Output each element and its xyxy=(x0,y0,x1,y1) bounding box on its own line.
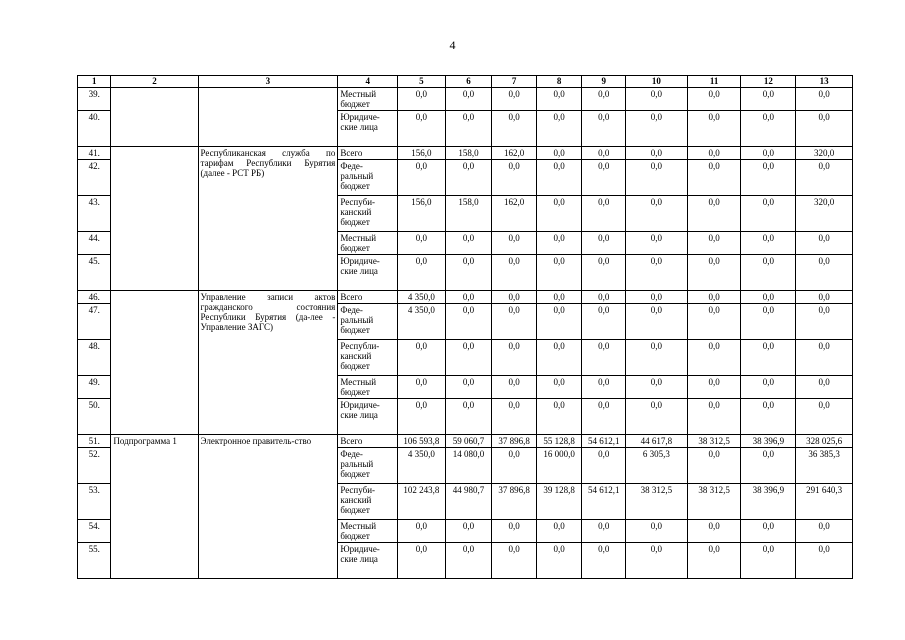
value-cell: 0,0 xyxy=(625,196,687,232)
value-cell: 0,0 xyxy=(398,543,446,579)
value-cell: 0,0 xyxy=(536,291,582,304)
funding-source: Местный бюджет xyxy=(338,88,398,111)
table-row xyxy=(78,291,853,304)
value-cell: 0,0 xyxy=(741,160,796,196)
value-cell: 0,0 xyxy=(796,304,853,340)
value-cell: 0,0 xyxy=(741,255,796,291)
value-cell: 0,0 xyxy=(741,232,796,255)
value-cell: 0,0 xyxy=(582,88,626,111)
value-cell: 0,0 xyxy=(536,543,582,579)
row-number: 40. xyxy=(78,111,111,147)
value-cell: 36 385,3 xyxy=(796,448,853,484)
column-header: 8 xyxy=(536,76,582,88)
value-cell: 0,0 xyxy=(445,88,492,111)
column-header: 11 xyxy=(687,76,741,88)
value-cell: 0,0 xyxy=(796,88,853,111)
value-cell: 0,0 xyxy=(492,304,537,340)
value-cell: 0,0 xyxy=(625,88,687,111)
value-cell: 54 612,1 xyxy=(582,435,626,448)
value-cell: 55 128,8 xyxy=(536,435,582,448)
value-cell: 0,0 xyxy=(625,232,687,255)
value-cell: 38 312,5 xyxy=(687,435,741,448)
value-cell: 0,0 xyxy=(687,196,741,232)
value-cell: 320,0 xyxy=(796,147,853,160)
value-cell: 37 896,8 xyxy=(492,484,537,520)
value-cell: 0,0 xyxy=(625,304,687,340)
funding-source: Респуби-канский бюджет xyxy=(338,484,398,520)
value-cell: 0,0 xyxy=(492,111,537,147)
value-cell: 0,0 xyxy=(536,399,582,435)
funding-source: Местный бюджет xyxy=(338,232,398,255)
value-cell: 0,0 xyxy=(687,399,741,435)
column-header: 9 xyxy=(582,76,626,88)
value-cell: 0,0 xyxy=(741,399,796,435)
value-cell: 0,0 xyxy=(741,376,796,399)
value-cell: 0,0 xyxy=(796,232,853,255)
row-number: 42. xyxy=(78,160,111,196)
value-cell: 0,0 xyxy=(445,232,492,255)
column-header: 4 xyxy=(338,76,398,88)
row-number: 44. xyxy=(78,232,111,255)
value-cell: 6 305,3 xyxy=(625,448,687,484)
value-cell: 0,0 xyxy=(398,160,446,196)
value-cell: 0,0 xyxy=(445,376,492,399)
value-cell: 0,0 xyxy=(582,448,626,484)
table-row xyxy=(78,147,853,160)
value-cell: 0,0 xyxy=(741,340,796,376)
value-cell: 4 350,0 xyxy=(398,291,446,304)
value-cell: 0,0 xyxy=(741,88,796,111)
value-cell: 0,0 xyxy=(582,291,626,304)
organization-cell: Электронное правитель-ство xyxy=(198,435,338,579)
value-cell: 0,0 xyxy=(536,520,582,543)
value-cell: 0,0 xyxy=(625,111,687,147)
value-cell: 38 312,5 xyxy=(687,484,741,520)
funding-source: Местный бюджет xyxy=(338,376,398,399)
row-number: 41. xyxy=(78,147,111,160)
value-cell: 0,0 xyxy=(445,399,492,435)
value-cell: 106 593,8 xyxy=(398,435,446,448)
value-cell: 0,0 xyxy=(398,520,446,543)
value-cell: 16 000,0 xyxy=(536,448,582,484)
funding-source: Республи-канский бюджет xyxy=(338,340,398,376)
row-number: 46. xyxy=(78,291,111,304)
value-cell: 0,0 xyxy=(492,448,537,484)
value-cell: 0,0 xyxy=(536,88,582,111)
value-cell: 0,0 xyxy=(625,291,687,304)
funding-source: Респуби-канский бюджет xyxy=(338,196,398,232)
value-cell: 38 312,5 xyxy=(625,484,687,520)
value-cell: 14 080,0 xyxy=(445,448,492,484)
value-cell: 320,0 xyxy=(796,196,853,232)
value-cell: 0,0 xyxy=(687,111,741,147)
row-number: 51. xyxy=(78,435,111,448)
value-cell: 0,0 xyxy=(625,340,687,376)
program-cell xyxy=(111,291,198,435)
value-cell: 0,0 xyxy=(398,399,446,435)
value-cell: 0,0 xyxy=(687,255,741,291)
value-cell: 328 025,6 xyxy=(796,435,853,448)
value-cell: 0,0 xyxy=(536,111,582,147)
value-cell: 0,0 xyxy=(687,232,741,255)
value-cell: 0,0 xyxy=(741,147,796,160)
value-cell: 0,0 xyxy=(582,111,626,147)
value-cell: 0,0 xyxy=(687,340,741,376)
value-cell: 0,0 xyxy=(445,160,492,196)
column-header: 6 xyxy=(445,76,492,88)
value-cell: 0,0 xyxy=(582,376,626,399)
value-cell: 0,0 xyxy=(445,304,492,340)
value-cell: 59 060,7 xyxy=(445,435,492,448)
value-cell: 162,0 xyxy=(492,196,537,232)
value-cell: 0,0 xyxy=(536,376,582,399)
value-cell: 39 128,8 xyxy=(536,484,582,520)
value-cell: 0,0 xyxy=(741,196,796,232)
value-cell: 0,0 xyxy=(687,147,741,160)
value-cell: 0,0 xyxy=(445,543,492,579)
value-cell: 0,0 xyxy=(536,255,582,291)
value-cell: 0,0 xyxy=(582,543,626,579)
value-cell: 0,0 xyxy=(492,399,537,435)
program-cell: Подпрограмма 1 xyxy=(111,435,198,579)
value-cell: 0,0 xyxy=(582,399,626,435)
value-cell: 38 396,9 xyxy=(741,435,796,448)
value-cell: 0,0 xyxy=(687,376,741,399)
value-cell: 0,0 xyxy=(445,291,492,304)
value-cell: 0,0 xyxy=(492,232,537,255)
row-number: 53. xyxy=(78,484,111,520)
value-cell: 0,0 xyxy=(687,543,741,579)
column-header: 3 xyxy=(198,76,338,88)
value-cell: 0,0 xyxy=(582,340,626,376)
value-cell: 0,0 xyxy=(625,376,687,399)
value-cell: 0,0 xyxy=(741,520,796,543)
value-cell: 0,0 xyxy=(625,520,687,543)
column-header: 12 xyxy=(741,76,796,88)
value-cell: 0,0 xyxy=(492,160,537,196)
row-number: 48. xyxy=(78,340,111,376)
value-cell: 0,0 xyxy=(398,340,446,376)
value-cell: 0,0 xyxy=(398,376,446,399)
funding-source: Юридиче-ские лица xyxy=(338,255,398,291)
value-cell: 54 612,1 xyxy=(582,484,626,520)
value-cell: 0,0 xyxy=(687,448,741,484)
value-cell: 0,0 xyxy=(582,304,626,340)
row-number: 52. xyxy=(78,448,111,484)
value-cell: 0,0 xyxy=(796,520,853,543)
value-cell: 0,0 xyxy=(398,255,446,291)
value-cell: 0,0 xyxy=(536,147,582,160)
funding-source: Юридиче-ские лица xyxy=(338,111,398,147)
column-header: 10 xyxy=(625,76,687,88)
value-cell: 0,0 xyxy=(796,291,853,304)
row-number: 54. xyxy=(78,520,111,543)
value-cell: 156,0 xyxy=(398,147,446,160)
program-cell xyxy=(111,88,198,147)
value-cell: 0,0 xyxy=(582,196,626,232)
value-cell: 0,0 xyxy=(445,255,492,291)
value-cell: 0,0 xyxy=(398,111,446,147)
value-cell: 0,0 xyxy=(445,520,492,543)
value-cell: 0,0 xyxy=(492,291,537,304)
value-cell: 0,0 xyxy=(741,304,796,340)
value-cell: 0,0 xyxy=(536,232,582,255)
value-cell: 158,0 xyxy=(445,196,492,232)
value-cell: 0,0 xyxy=(741,111,796,147)
program-cell xyxy=(111,147,198,291)
row-number: 39. xyxy=(78,88,111,111)
value-cell: 0,0 xyxy=(687,291,741,304)
row-number: 50. xyxy=(78,399,111,435)
value-cell: 0,0 xyxy=(687,520,741,543)
value-cell: 0,0 xyxy=(687,304,741,340)
column-header: 13 xyxy=(796,76,853,88)
value-cell: 0,0 xyxy=(796,160,853,196)
funding-source: Юридиче-ские лица xyxy=(338,399,398,435)
funding-source: Феде-ральный бюджет xyxy=(338,448,398,484)
value-cell: 156,0 xyxy=(398,196,446,232)
value-cell: 0,0 xyxy=(492,255,537,291)
column-header: 7 xyxy=(492,76,537,88)
value-cell: 0,0 xyxy=(796,255,853,291)
funding-source: Всего xyxy=(338,435,398,448)
value-cell: 0,0 xyxy=(796,376,853,399)
value-cell: 0,0 xyxy=(536,196,582,232)
value-cell: 0,0 xyxy=(536,304,582,340)
value-cell: 0,0 xyxy=(536,340,582,376)
budget-table xyxy=(77,75,853,579)
funding-source: Феде-ральный бюджет xyxy=(338,304,398,340)
organization-cell xyxy=(198,88,338,147)
value-cell: 0,0 xyxy=(625,147,687,160)
value-cell: 0,0 xyxy=(582,147,626,160)
funding-source: Всего xyxy=(338,147,398,160)
value-cell: 44 617,8 xyxy=(625,435,687,448)
value-cell: 0,0 xyxy=(687,88,741,111)
row-number: 43. xyxy=(78,196,111,232)
value-cell: 0,0 xyxy=(582,255,626,291)
funding-source: Феде-ральный бюджет xyxy=(338,160,398,196)
value-cell: 0,0 xyxy=(492,88,537,111)
organization-cell: Управление записи актов гражданского состояния Республики Бурятия (да-лее - Управление ЗАГС) xyxy=(198,291,338,435)
value-cell: 0,0 xyxy=(398,88,446,111)
value-cell: 4 350,0 xyxy=(398,304,446,340)
value-cell: 0,0 xyxy=(445,111,492,147)
value-cell: 0,0 xyxy=(796,111,853,147)
value-cell: 0,0 xyxy=(445,340,492,376)
organization-cell: Республиканская служба по тарифам Республики Бурятия (далее - РСТ РБ) xyxy=(198,147,338,291)
column-header: 1 xyxy=(78,76,111,88)
page-number: 4 xyxy=(449,38,456,52)
value-cell: 0,0 xyxy=(492,376,537,399)
funding-source: Всего xyxy=(338,291,398,304)
value-cell: 0,0 xyxy=(492,340,537,376)
column-header: 5 xyxy=(398,76,446,88)
value-cell: 0,0 xyxy=(582,232,626,255)
value-cell: 0,0 xyxy=(582,160,626,196)
value-cell: 0,0 xyxy=(687,160,741,196)
value-cell: 38 396,9 xyxy=(741,484,796,520)
value-cell: 0,0 xyxy=(625,160,687,196)
row-number: 47. xyxy=(78,304,111,340)
value-cell: 4 350,0 xyxy=(398,448,446,484)
header-row xyxy=(78,76,853,88)
column-header: 2 xyxy=(111,76,198,88)
value-cell: 162,0 xyxy=(492,147,537,160)
value-cell: 0,0 xyxy=(796,543,853,579)
value-cell: 0,0 xyxy=(741,543,796,579)
table-row xyxy=(78,88,853,111)
table-row xyxy=(78,435,853,448)
row-number: 49. xyxy=(78,376,111,399)
value-cell: 158,0 xyxy=(445,147,492,160)
value-cell: 0,0 xyxy=(536,160,582,196)
value-cell: 0,0 xyxy=(398,232,446,255)
value-cell: 291 640,3 xyxy=(796,484,853,520)
value-cell: 0,0 xyxy=(625,255,687,291)
value-cell: 0,0 xyxy=(492,520,537,543)
value-cell: 37 896,8 xyxy=(492,435,537,448)
funding-source: Местный бюджет xyxy=(338,520,398,543)
value-cell: 102 243,8 xyxy=(398,484,446,520)
value-cell: 44 980,7 xyxy=(445,484,492,520)
value-cell: 0,0 xyxy=(582,520,626,543)
value-cell: 0,0 xyxy=(796,399,853,435)
value-cell: 0,0 xyxy=(625,399,687,435)
funding-source: Юридиче-ские лица xyxy=(338,543,398,579)
row-number: 45. xyxy=(78,255,111,291)
value-cell: 0,0 xyxy=(796,340,853,376)
value-cell: 0,0 xyxy=(741,448,796,484)
value-cell: 0,0 xyxy=(625,543,687,579)
row-number: 55. xyxy=(78,543,111,579)
value-cell: 0,0 xyxy=(492,543,537,579)
value-cell: 0,0 xyxy=(741,291,796,304)
